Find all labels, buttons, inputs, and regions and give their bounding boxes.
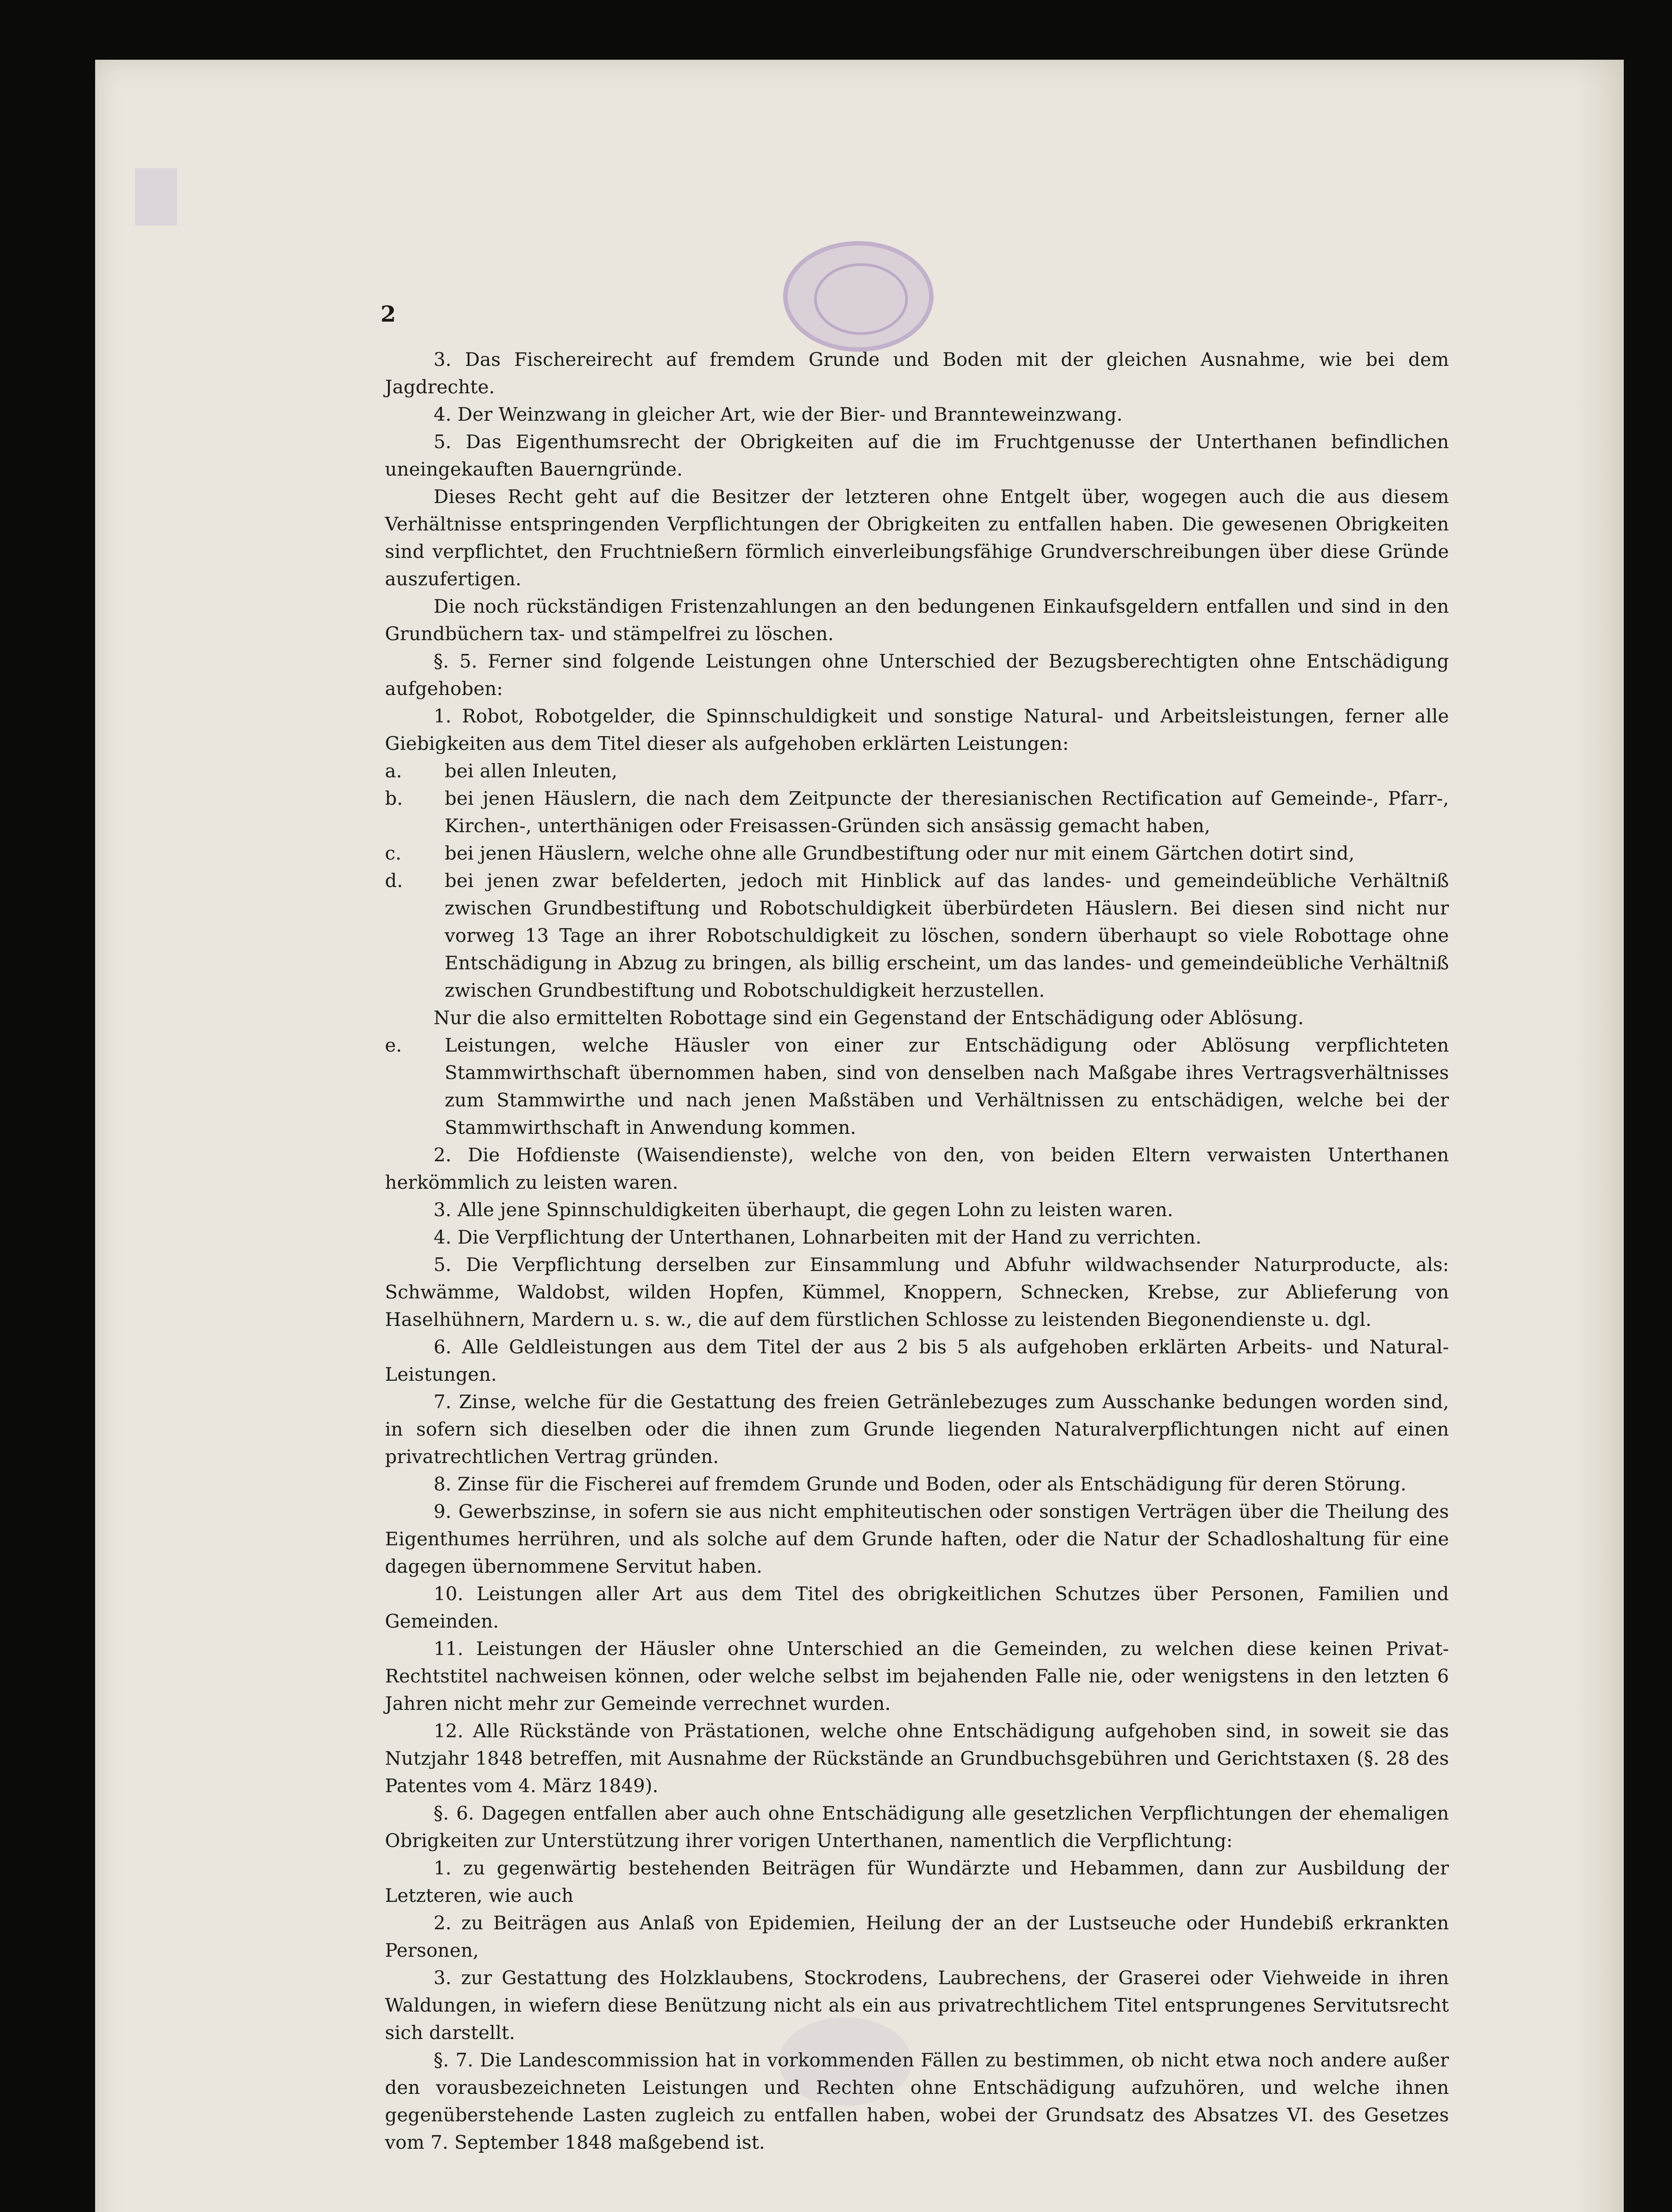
library-stamp-inner [814, 263, 908, 335]
list-item-text: bei jenen zwar befelderten, jedoch mit Hinblick auf das landes- und gemeindeübliche Verhältniß zwischen Grundbestiftung und Robotschuldigkeit überbürdeten Häuslern. Bei diesen sind nicht nur vorweg 13 Tage an ihrer Robotschuldigkeit zu löschen, sondern überhaupt so viele Robottage ohne Entschädigung in Abzug zu bringen, als billig erscheint, um das landes- und gemeindeübliche Verhältniß zwischen Grundbestiftung und Robotschuldigkeit herzustellen. [445, 870, 1449, 1001]
paragraph: 5. Das Eigenthumsrecht der Obrigkeiten auf die im Fruchtgenusse der Unterthanen befindlichen uneingekauften Bauerngründe. [385, 431, 1449, 480]
list-letter: c. [385, 842, 402, 864]
paragraph: 1. Robot, Robotgelder, die Spinnschuldigkeit und sonstige Natural- und Arbeitsleistungen, ferner alle Giebigkeiten aus dem Titel dieser als aufgehoben erklärten Leistungen: [385, 705, 1449, 754]
list-item [385, 757, 1449, 785]
paragraph: 1. zu gegenwärtig bestehenden Beiträgen für Wundärzte und Hebammen, dann zur Ausbildung der Letzteren, wie auch [385, 1857, 1449, 1906]
paragraph: 10. Leistungen aller Art aus dem Titel des obrigkeitlichen Schutzes über Personen, Familien und Gemeinden. [385, 1583, 1449, 1632]
paragraph: Die noch rückständigen Fristenzahlungen an den bedungenen Einkaufsgeldern entfallen und sind in den Grundbüchern tax- und stämpelfrei zu löschen. [385, 595, 1449, 645]
list-item-text: Leistungen, welche Häusler von einer zur Entschädigung oder Ablösung verpflichteten Stammwirthschaft übernommen haben, sind von denselben nach Maßgabe ihres Vertragsverhältnisses zum Stammwirthe und nach jenen Maßstäben und Verhältnissen zu entschädigen, welche bei der Stammwirthschaft in Anwendung kommen. [445, 1034, 1449, 1138]
paragraph: §. 7. Die Landescommission hat in vorkommenden Fällen zu bestimmen, ob nicht etwa noch andere außer den vorausbezeichneten Leistungen und Rechten ohne Entschädigung aufzuhören, und welche ihnen gegenüberstehende Lasten zugleich zu entfallen haben, wobei der Grundsatz des Absatzes VI. des Gesetzes vom 7. September 1848 maßgebend ist. [385, 2049, 1449, 2153]
paragraph: 5. Die Verpflichtung derselben zur Einsammlung und Abfuhr wildwachsender Naturproducte, als: Schwämme, Waldobst, wilden Hopfen, Kümmel, Knoppern, Schnecken, Krebse, zur Ablieferung von Haselhühnern, Mardern u. s. w., die auf dem fürstlichen Schlosse zu leistenden Biegonendienste u. dgl. [385, 1254, 1449, 1330]
paragraph: 2. Die Hofdienste (Waisendienste), welche von den, von beiden Eltern verwaisten Unterthanen herkömmlich zu leisten waren. [385, 1144, 1449, 1193]
list-item-text: bei allen Inleuten, [445, 760, 618, 782]
list-item-text: bei jenen Häuslern, die nach dem Zeitpuncte der theresianischen Rectification auf Gemeinde-, Pfarr-, Kirchen-, unterthänigen oder Freisassen-Gründen sich ansässig gemacht haben, [445, 787, 1449, 837]
paragraph: 9. Gewerbszinse, in sofern sie aus nicht emphiteutischen oder sonstigen Verträgen über die Theilung des Eigenthumes herrühren, und als solche auf dem Grunde haften, oder die Natur der Schadloshaltung für eine dagegen übernommene Servitut haben. [385, 1501, 1449, 1577]
paragraph: 3. Alle jene Spinnschuldigkeiten überhaupt, die gegen Lohn zu leisten waren. [434, 1199, 1173, 1221]
paragraph: Nur die also ermittelten Robottage sind ein Gegenstand der Entschädigung oder Ablösung. [434, 1007, 1304, 1029]
paragraph: 8. Zinse für die Fischerei auf fremdem Grunde und Boden, oder als Entschädigung für deren Störung. [434, 1473, 1407, 1495]
list-item-text: bei jenen Häuslern, welche ohne alle Grundbestiftung oder nur mit einem Gärtchen dotirt sind, [445, 842, 1355, 864]
paragraph: 12. Alle Rückstände von Prästationen, welche ohne Entschädigung aufgehoben sind, in soweit sie das Nutzjahr 1848 betreffen, mit Ausnahme der Rückstände an Grundbuchsgebühren und Gerichtstaxen (§. 28 des Patentes vom 4. März 1849). [385, 1720, 1449, 1797]
paragraph: 6. Alle Geldleistungen aus dem Titel der aus 2 bis 5 als aufgehoben erklärten Arbeits- und Natural-Leistungen. [385, 1336, 1449, 1385]
list-item [385, 785, 1449, 840]
paragraph: 4. Die Verpflichtung der Unterthanen, Lohnarbeiten mit der Hand zu verrichten. [434, 1226, 1202, 1248]
paragraph: 3. zur Gestattung des Holzklaubens, Stockrodens, Laubrechens, der Graserei oder Viehweide in ihren Waldungen, in wiefern diese Benützung nicht als ein aus privatrechtlichem Titel entsprungenes Servitutsrecht sich darstellt. [385, 1967, 1449, 2043]
paragraph: 3. Das Fischereirecht auf fremdem Grunde und Boden mit der gleichen Ausnahme, wie bei dem Jagdrechte. [385, 349, 1449, 398]
library-stamp [783, 241, 934, 352]
paragraph: 11. Leistungen der Häusler ohne Unterschied an die Gemeinden, zu welchen diese keinen Privat-Rechtstitel nachweisen können, oder welche selbst im bejahenden Falle nie, oder wenigstens in den letzten 6 Jahren nicht mehr zur Gemeinde verrechnet wurden. [385, 1638, 1449, 1714]
list-letter: b. [385, 787, 403, 809]
list-letter: a. [385, 760, 402, 782]
list-letter: d. [385, 870, 403, 891]
body-text [385, 346, 1449, 2156]
page-edge-shadow [1573, 60, 1624, 2212]
paper-tab-mark [135, 168, 177, 226]
paragraph: §. 5. Ferner sind folgende Leistungen ohne Unterschied der Bezugsberechtigten ohne Entschädigung aufgehoben: [385, 650, 1449, 699]
paragraph: Dieses Recht geht auf die Besitzer der letzteren ohne Entgelt über, wogegen auch die aus diesem Verhältnisse entspringenden Verpflichtungen der Obrigkeiten zu entfallen haben. Die gewesenen Obrigkeiten sind verpflichtet, den Fruchtnießern förmlich einverleibungsfähige Grundverschreibungen über diese Gründe auszufertigen. [385, 486, 1449, 590]
page-number: 2 [381, 301, 396, 327]
paragraph: §. 6. Dagegen entfallen aber auch ohne Entschädigung alle gesetzlichen Verpflichtungen der ehemaligen Obrigkeiten zur Unterstützung ihrer vorigen Unterthanen, namentlich die Verpflichtung: [385, 1802, 1449, 1851]
paragraph: 4. Der Weinzwang in gleicher Art, wie der Bier- und Brannteweinzwang. [434, 403, 1123, 425]
list-letter: e. [385, 1034, 402, 1056]
paragraph: 7. Zinse, welche für die Gestattung des freien Getränlebezuges zum Ausschanke bedungen worden sind, in sofern sich dieselben oder die ihnen zum Grunde liegenden Naturalverpflichtungen nicht auf einen privatrechtlichen Vertrag gründen. [385, 1391, 1449, 1467]
list-item [385, 1032, 1449, 1141]
list-item [385, 867, 1449, 1004]
list-item [385, 840, 1449, 867]
paragraph: 2. zu Beiträgen aus Anlaß von Epidemien, Heilung der an der Lustseuche oder Hundebiß erkrankten Personen, [385, 1912, 1449, 1961]
